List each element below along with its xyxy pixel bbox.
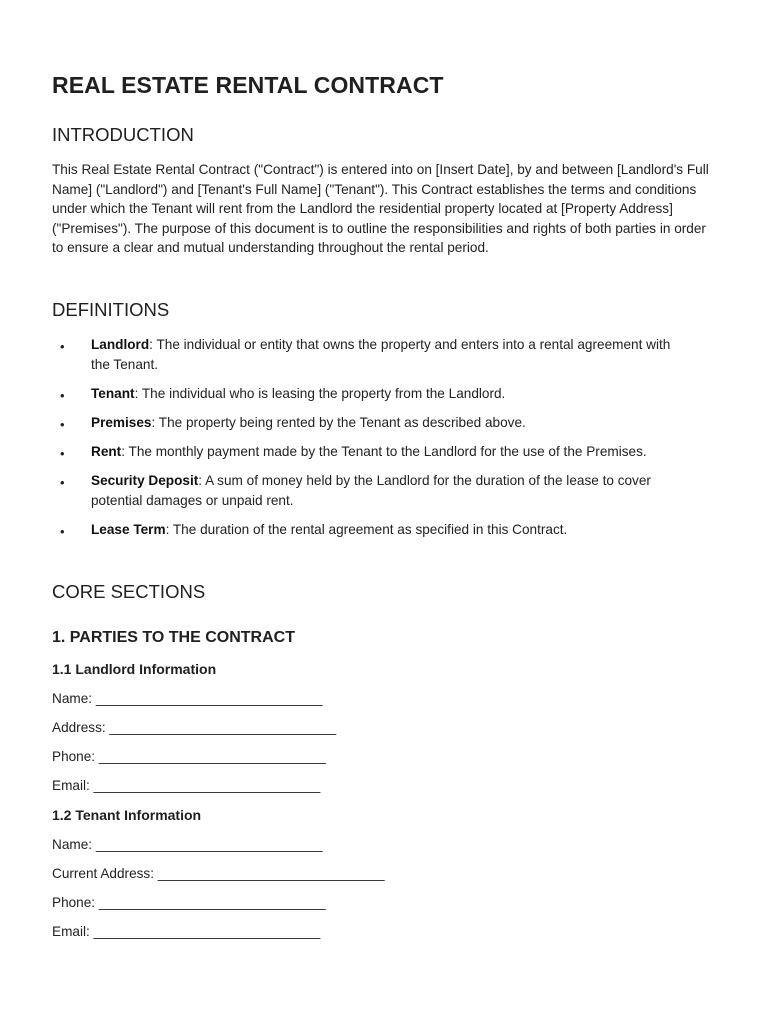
bullet-icon: • xyxy=(60,416,65,432)
tenant-info-heading: 1.2 Tenant Information xyxy=(52,807,202,823)
definition-term: Landlord xyxy=(91,337,150,352)
definition-term: Security Deposit xyxy=(91,472,199,488)
landlord-name-field[interactable]: Name: ______________________________ xyxy=(52,691,323,706)
definition-term: Lease Term xyxy=(91,521,166,537)
bullet-icon: • xyxy=(60,445,65,461)
definition-text: : The individual or entity that owns the property and enters into a rental agreement with the Tenant. xyxy=(91,337,671,372)
definition-term: Rent xyxy=(91,443,122,459)
parties-heading: 1. PARTIES TO THE CONTRACT xyxy=(52,629,295,646)
landlord-info-heading: 1.1 Landlord Information xyxy=(52,661,217,677)
tenant-current-address-field[interactable]: Current Address: ______________________________ xyxy=(52,866,385,881)
landlord-email-field[interactable]: Email: ______________________________ xyxy=(52,778,321,793)
definition-text: : The duration of the rental agreement as specified in this Contract. xyxy=(165,521,568,537)
definition-text: : The individual who is leasing the property from the Landlord. xyxy=(134,385,506,401)
definition-term: Premises xyxy=(91,414,152,430)
definition-text: : The property being rented by the Tenant as described above. xyxy=(151,414,526,430)
bullet-icon: • xyxy=(60,339,65,354)
introduction-heading: INTRODUCTION xyxy=(52,124,194,145)
bullet-icon: • xyxy=(60,523,65,539)
definition-text: : The monthly payment made by the Tenant to the Landlord for the use of the Premises. xyxy=(121,443,647,459)
definition-term: Tenant xyxy=(91,385,135,401)
definition-item xyxy=(52,442,692,462)
definitions-list xyxy=(52,335,692,549)
landlord-address-field[interactable]: Address: ______________________________ xyxy=(52,720,337,735)
document-title: REAL ESTATE RENTAL CONTRACT xyxy=(52,72,444,98)
definition-item xyxy=(52,413,692,433)
core-sections-heading: CORE SECTIONS xyxy=(52,581,206,602)
landlord-phone-field[interactable]: Phone: ______________________________ xyxy=(52,749,326,764)
tenant-email-field[interactable]: Email: ______________________________ xyxy=(52,924,321,939)
definition-item xyxy=(52,384,692,404)
introduction-text: This Real Estate Rental Contract ("Contract") is entered into on [Insert Date], by and between [Landlord's Full Name] ("Landlord") and [Tenant's Full Name] ("Tenant"). This Contract establishes the terms and conditions under which the Tenant will rent from the Landlord the residential property located at [Property Address] ("Premises"). The purpose of this document is to outline the responsibilities and rights of both parties in order to ensure a clear and mutual understanding throughout the rental period. xyxy=(52,162,709,256)
bullet-icon: • xyxy=(60,387,65,403)
definitions-heading: DEFINITIONS xyxy=(52,299,170,320)
definition-item xyxy=(52,520,692,540)
tenant-name-field[interactable]: Name: ______________________________ xyxy=(52,837,323,852)
tenant-phone-field[interactable]: Phone: ______________________________ xyxy=(52,895,326,910)
definition-text: : A sum of money held by the Landlord for the duration of the lease to cover potential damages or unpaid rent. xyxy=(91,472,651,508)
definition-item xyxy=(52,335,692,374)
bullet-icon: • xyxy=(60,474,65,490)
definition-item xyxy=(52,471,692,510)
